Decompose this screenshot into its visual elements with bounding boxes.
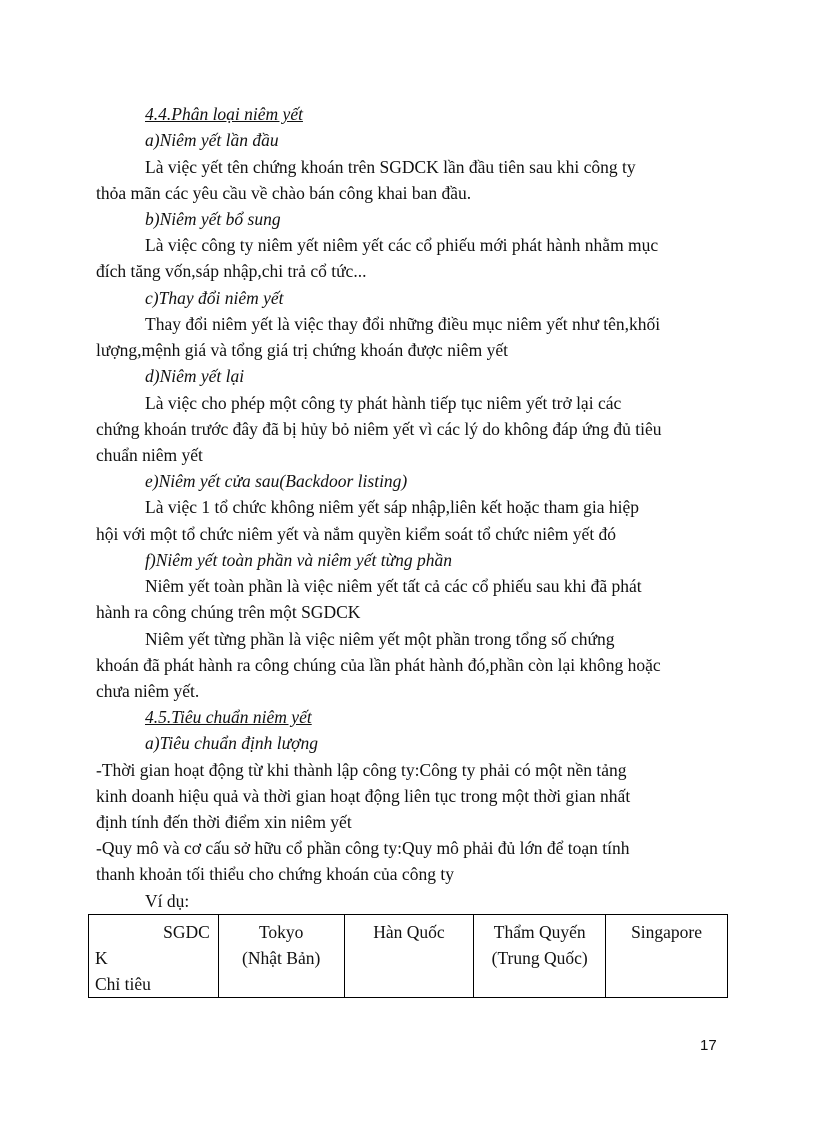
paragraph-line: Niêm yết từng phần là việc niêm yết một phần trong tổng số chứng (145, 629, 615, 649)
subheading-a: a)Niêm yết lần đầu (145, 130, 279, 150)
paragraph-line: Là việc công ty niêm yết niêm yết các cổ phiếu mới phát hành nhằm mục (145, 235, 659, 255)
paragraph-line: đích tăng vốn,sáp nhập,chi trả cổ tức... (96, 261, 367, 281)
section-heading-4-4: 4.4.Phân loại niêm yết (145, 104, 303, 124)
header-text-sgdc: SGDC (163, 922, 210, 942)
subheading-b: b)Niêm yết bổ sung (145, 209, 281, 229)
paragraph-line: Niêm yết toàn phần là việc niêm yết tất cả các cổ phiếu sau khi đã phát (145, 576, 642, 596)
paragraph-line: hành ra công chúng trên một SGDCK (96, 602, 361, 622)
subheading-c: c)Thay đổi niêm yết (145, 288, 284, 308)
paragraph-line: thanh khoản tối thiểu cho chứng khoán của công ty (96, 864, 454, 884)
table-header-cell (218, 915, 344, 998)
subheading-f: f)Niêm yết toàn phần và niêm yết từng phần (145, 550, 452, 570)
subheading-d: d)Niêm yết lại (145, 366, 245, 386)
table-header-cell (344, 915, 474, 998)
subheading-a-quantitative: a)Tiêu chuẩn định lượng (145, 733, 318, 753)
paragraph-line: định tính đến thời điểm xin niêm yết (96, 812, 352, 832)
header-text: Hàn Quốc (373, 922, 445, 942)
section-heading-4-5: 4.5.Tiêu chuẩn niêm yết (145, 707, 312, 727)
header-text-k: K (95, 948, 108, 968)
paragraph-line: chưa niêm yết. (96, 681, 200, 701)
paragraph-line: Thay đổi niêm yết là việc thay đổi những điều mục niêm yết như tên,khối (145, 314, 661, 334)
paragraph-line: -Thời gian hoạt động từ khi thành lập công ty:Công ty phải có một nền tảng (96, 760, 627, 780)
paragraph-line: lượng,mệnh giá và tổng giá trị chứng khoán được niêm yết (96, 340, 508, 360)
table-header-cell (474, 915, 606, 998)
table-header-cell (606, 915, 728, 998)
paragraph-line: khoán đã phát hành ra công chúng của lần phát hành đó,phần còn lại không hoặc (96, 655, 661, 675)
header-text: Singapore (631, 922, 703, 942)
paragraph-line: chứng khoán trước đây đã bị hủy bỏ niêm yết vì các lý do không đáp ứng đủ tiêu (96, 419, 662, 439)
paragraph-line: thỏa mãn các yêu cầu về chào bán công khai ban đầu. (96, 183, 472, 203)
table-row-header-cell (89, 915, 219, 998)
header-subtext: (Trung Quốc) (491, 948, 588, 968)
paragraph-line: Là việc 1 tổ chức không niêm yết sáp nhập,liên kết hoặc tham gia hiệp (145, 497, 639, 517)
comparison-table (88, 914, 728, 998)
header-text: Tokyo (258, 922, 304, 942)
paragraph-line: -Quy mô và cơ cấu sở hữu cổ phần công ty:Quy mô phải đủ lớn để toạn tính (96, 838, 630, 858)
table-header-row (89, 915, 728, 998)
paragraph-line: Là việc yết tên chứng khoán trên SGDCK lần đầu tiên sau khi công ty (145, 157, 636, 177)
header-text: Thẩm Quyến (493, 922, 586, 942)
paragraph-line: chuẩn niêm yết (96, 445, 203, 465)
example-label: Ví dụ: (145, 891, 190, 911)
header-text-chi-tieu: Chỉ tiêu (95, 974, 151, 994)
header-subtext: (Nhật Bản) (242, 948, 321, 968)
paragraph-line: hội với một tổ chức niêm yết và nắm quyền kiểm soát tổ chức niêm yết đó (96, 524, 617, 544)
paragraph-line: kinh doanh hiệu quả và thời gian hoạt động liên tục trong một thời gian nhất (96, 786, 631, 806)
paragraph-line: Là việc cho phép một công ty phát hành tiếp tục niêm yết trở lại các (145, 393, 622, 413)
subheading-e: e)Niêm yết cửa sau(Backdoor listing) (145, 471, 408, 491)
page-number: 17 (700, 1037, 717, 1054)
